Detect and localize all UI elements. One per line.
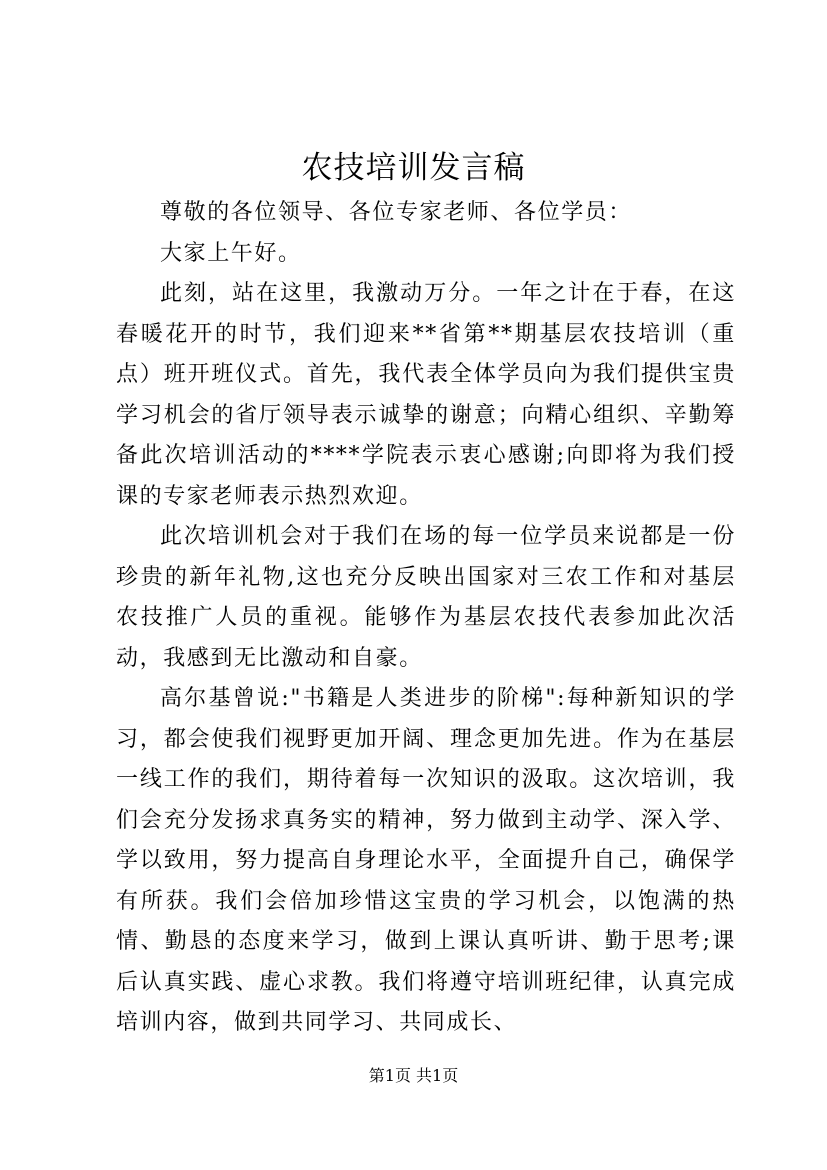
greeting: 大家上午好。 (160, 240, 302, 266)
paragraph-opening: 此刻，站在这里，我激动万分。一年之计在于春，在这春暖花开的时节，我们迎来**省第**期基层农技培训（重点）班开班仪式。首先，我代表全体学员向为我们提供宝贵学习机会的省厅领导表示诚挚的谢意；向精心组织、辛勤筹备此次培训活动的****学院表示衷心感谢;向即将为我们授课的专家老师表示热烈欢迎。 (116, 281, 736, 509)
document-body (116, 193, 736, 1044)
paragraph-gratitude: 此次培训机会对于我们在场的每一位学员来说都是一份珍贵的新年礼物,这也充分反映出国家对三农工作和对基层农技推广人员的重视。能够作为基层农技代表参加此次活动，我感到无比激动和自豪。 (116, 524, 736, 671)
paragraph-commitment: 高尔基曾说:"书籍是人类进步的阶梯":每种新知识的学习，都会使我们视野更加开阔、理念更加先进。作为在基层一线工作的我们，期待着每一次知识的汲取。这次培训，我们会充分发扬求真务实的精神，努力做到主动学、深入学、学以致用，努力提高自身理论水平，全面提升自己，确保学有所获。我们会倍加珍惜这宝贵的学习机会，以饱满的热情、勤恳的态度来学习，做到上课认真听讲、勤于思考;课后认真实践、虚心求教。我们将遵守培训班纪律，认真完成培训内容，做到共同学习、共同成长、 (116, 686, 736, 1035)
document-title: 农技培训发言稿 (301, 150, 526, 186)
page-footer: 第1页 共1页 (368, 1066, 459, 1085)
salutation: 尊敬的各位领导、各位专家老师、各位学员： (160, 200, 633, 225)
